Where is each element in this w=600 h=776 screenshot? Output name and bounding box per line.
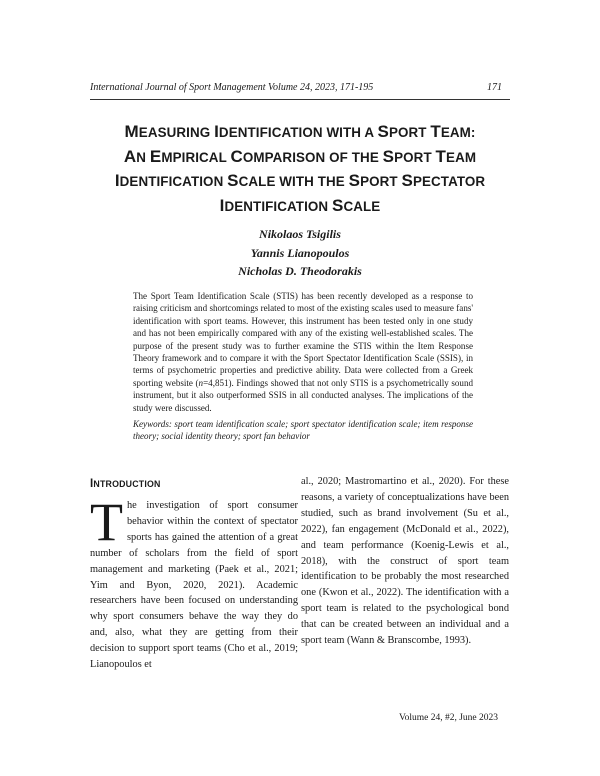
author-name: Nikolaos Tsigilis xyxy=(259,227,341,241)
title-line-1: MEASURING IDENTIFICATION WITH A SPORT TEAM: xyxy=(124,122,476,141)
author-list xyxy=(90,225,510,281)
title-line-2: AN EMPIRICAL COMPARISON OF THE SPORT TEAM xyxy=(123,146,477,166)
header-rule xyxy=(90,99,510,100)
body-column-left xyxy=(90,492,298,673)
body-paragraph: The investigation of sport consumer behavior within the context of spectator sports has gained the attention of a great number of scholars from the field of sport management and marketing (Paek et al., 2021; Yim and Byon, 2020, 2021). Academic researchers have been focused on understanding why sport consumers behave the way they do and, also, what they are getting from their decision to support sport teams (Cho et al., 2019; Lianopoulos et xyxy=(90,492,298,671)
section-heading-introduction: INTRODUCTION xyxy=(90,478,161,490)
title-line-3: IDENTIFICATION SCALE WITH THE SPORT SPECTATOR xyxy=(114,171,486,190)
body-column-right xyxy=(301,474,509,649)
page-footer: Volume 24, #2, June 2023 xyxy=(398,713,498,723)
abstract xyxy=(133,290,473,414)
abstract-text: The Sport Team Identification Scale (STIS) has been recently developed as a response to raising criticism and shortcomings related to most of the existing scales used to measure fans' identification with sport teams. However, this instrument has been tested only in one study and has not been empirically compared with any of the existing well-established scales. The purpose of the present study was to further examine the STIS within the Item Response Theory framework and to compare it with the Sport Spectator Identification Scale (SSIS), in terms of psychometric properties and predictive ability. Data were collected from a Greek sporting website (n=4,851). Findings showed that not only STIS is a psychometrically sound instrument, but it also outperformed SSIS in all conducted analyses. The implications of the study were discussed. xyxy=(133,291,473,413)
keywords: Keywords: sport team identification scale; sport spectator identification scale; item response theory; social identity theory; sport fan behavior xyxy=(133,419,473,442)
journal-citation: International Journal of Sport Management Volume 24, 2023, 171-195 xyxy=(90,82,374,93)
author-name: Yannis Lianopoulos xyxy=(250,245,350,260)
article-title xyxy=(90,120,510,218)
running-head xyxy=(90,82,510,93)
page-number: 171 xyxy=(487,82,502,93)
drop-cap: T xyxy=(90,492,123,552)
author-name: Nicholas D. Theodorakis xyxy=(238,264,362,278)
title-line-4: IDENTIFICATION SCALE xyxy=(219,195,381,215)
body-paragraph: al., 2020; Mastromartino et al., 2020). For these reasons, a variety of conceptualizations have been studied, such as brand involvement (Su et al., 2022), fan engagement (McDonald et al., 2022), and team performance (Koenig-Lewis et al., 2018), with the construct of sport team identification to be probably the most researched one (Kwon et al., 2022). The identification with a sport team is related to the psychological bond that can be created between an individual and a sport team (Wann & Branscombe, 1993). xyxy=(301,476,509,647)
